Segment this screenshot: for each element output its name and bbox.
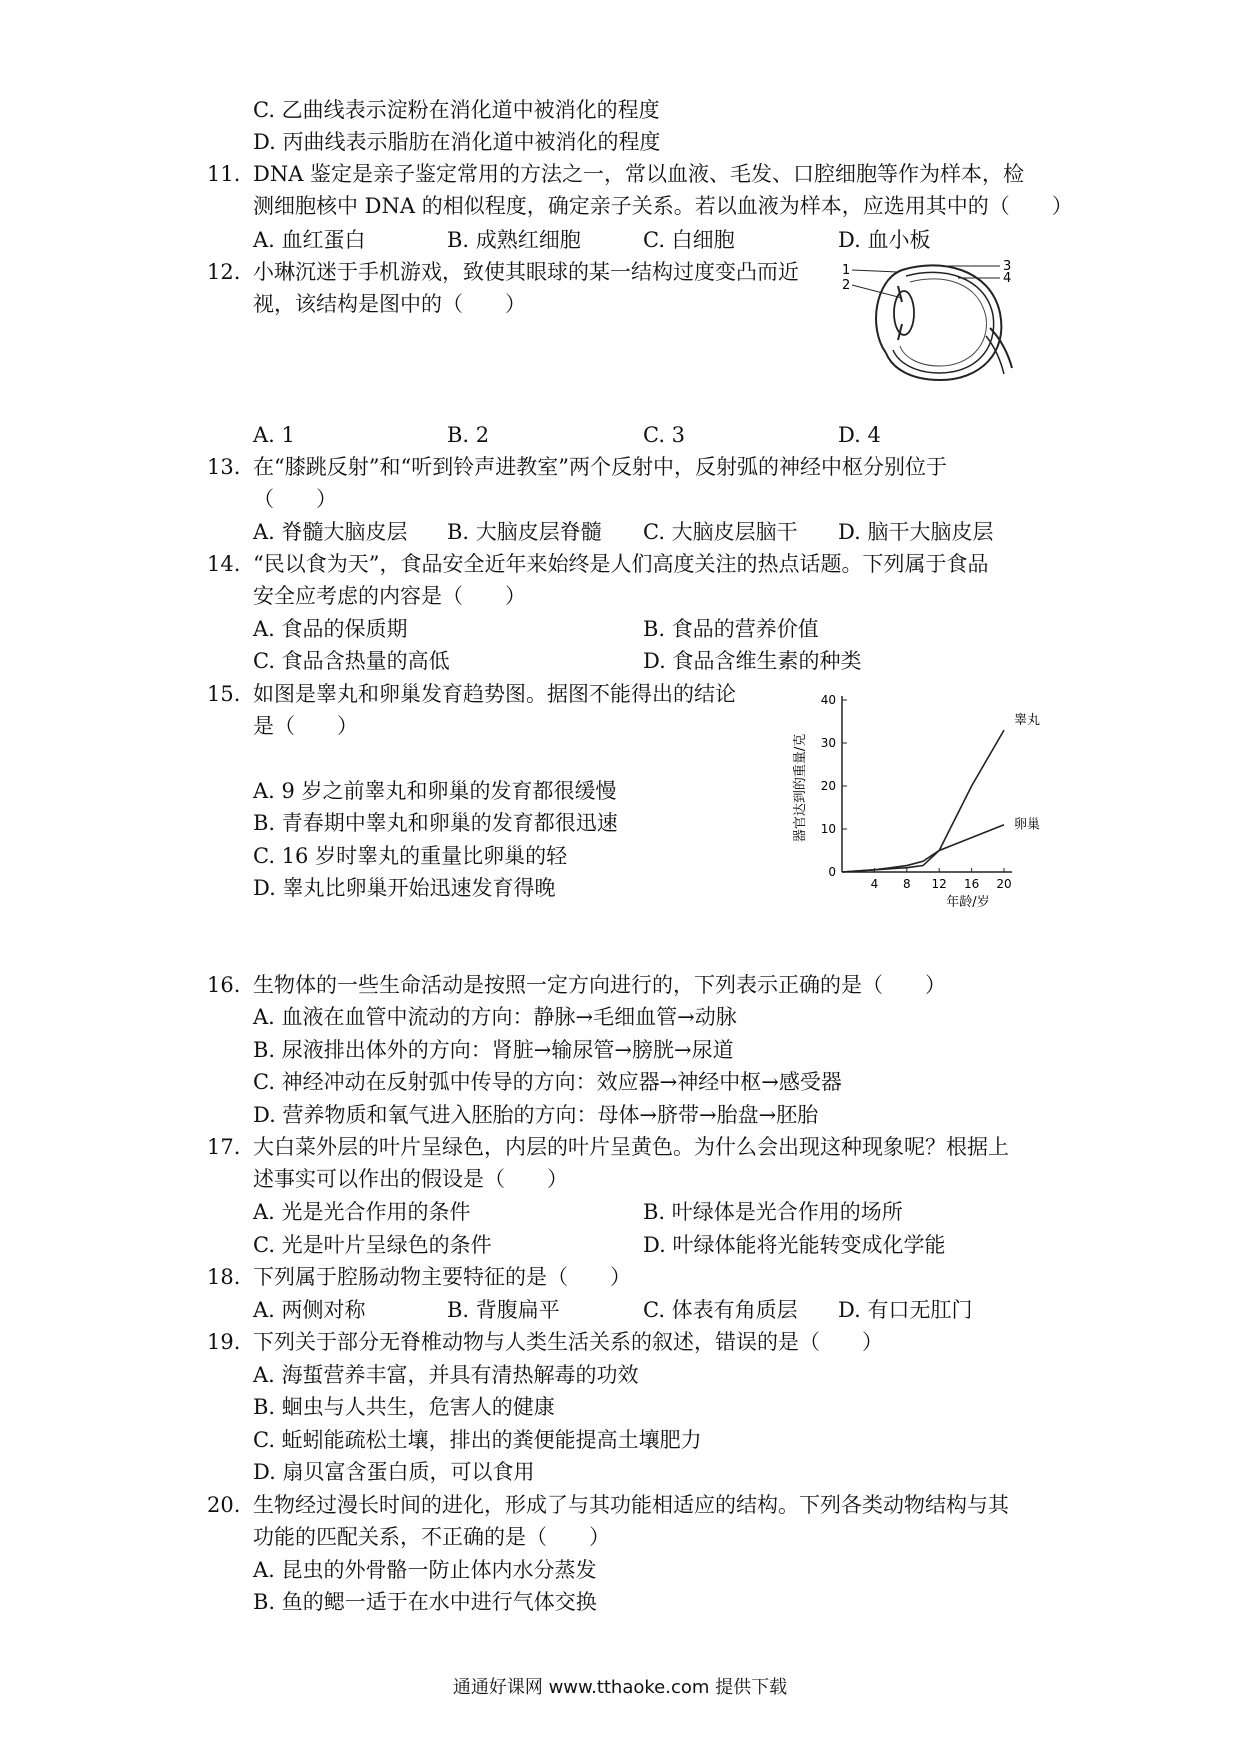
q11-option-d: D. 血小板 <box>838 228 931 252</box>
chart-series <box>842 712 1040 872</box>
q12-option-c: C. 3 <box>643 423 686 447</box>
q20-stem-line1: 生物经过漫长时间的进化，形成了与其功能相适应的结构。下列各类动物结构与其 <box>253 1493 1009 1517</box>
q15-number: 15. <box>207 682 241 706</box>
chart-series-label-1: 睾丸 <box>1014 713 1041 729</box>
q19-stem-line1: 下列关于部分无脊椎动物与人类生活关系的叙述，错误的是（ ） <box>253 1330 883 1354</box>
eye-label-4: 4 <box>1003 271 1012 286</box>
eye-label-3: 3 <box>1003 259 1012 274</box>
chart-y-tick-label: 20 <box>820 779 836 793</box>
chart-y-axis-label: 器官达到的重量/克 <box>793 733 808 843</box>
chart-series-label-2: 卵巢 <box>1014 817 1041 833</box>
q18-option-c: C. 体表有角质层 <box>643 1298 798 1322</box>
q12-stem-line1: 小琳沉迷于手机游戏，致使其眼球的某一结构过度变凸而近 <box>253 260 799 284</box>
q13-stem-line1: 在“膝跳反射”和“听到铃声进教室”两个反射中，反射弧的神经中枢分别位于 <box>253 455 947 479</box>
q18-option-d: D. 有口无肛门 <box>838 1298 973 1322</box>
q17-number: 17. <box>207 1135 241 1159</box>
q18-number: 18. <box>207 1265 241 1289</box>
q20-stem-line2: 功能的匹配关系，不正确的是（ ） <box>253 1525 610 1549</box>
q15-stem-line2: 是（ ） <box>253 714 358 738</box>
q14-option-c: C. 食品含热量的高低 <box>253 649 450 673</box>
chart-x-tick-label: 12 <box>931 877 947 891</box>
chart-x-axis-label: 年龄/岁 <box>946 895 990 910</box>
q15-option-c: C. 16 岁时睾丸的重量比卵巢的轻 <box>253 844 568 868</box>
q14-stem-line2: 安全应考虑的内容是（ ） <box>253 584 526 608</box>
q12-option-b: B. 2 <box>447 423 490 447</box>
q13-option-d: D. 脑干大脑皮层 <box>838 520 994 544</box>
q11-stem-line1: DNA 鉴定是亲子鉴定常用的方法之一，常以血液、毛发、口腔细胞等作为样本，检 <box>253 162 1025 186</box>
q17-option-c: C. 光是叶片呈绿色的条件 <box>253 1233 492 1257</box>
q14-stem-line1: “民以食为天”，食品安全近年来始终是人们高度关注的热点话题。下列属于食品 <box>253 552 989 576</box>
footer-source: 通通好课网 www.tthaoke.com 提供下载 <box>452 1677 788 1698</box>
q13-stem-line2: （ ） <box>253 487 337 511</box>
chart-series-line-1 <box>842 730 1004 872</box>
q17-option-a: A. 光是光合作用的条件 <box>253 1200 471 1224</box>
chart-y-tick-label: 0 <box>828 865 836 879</box>
q13-number: 13. <box>207 455 241 479</box>
gonad-growth-chart <box>790 688 1041 910</box>
q13-option-c: C. 大脑皮层脑干 <box>643 520 798 544</box>
q17-stem-line1: 大白菜外层的叶片呈绿色，内层的叶片呈黄色。为什么会出现这种现象呢？根据上 <box>253 1135 1009 1159</box>
q11-stem-line2: 测细胞核中 DNA 的相似程度，确定亲子关系。若以血液为样本，应选用其中的（ ） <box>253 194 1073 218</box>
q11-option-c: C. 白细胞 <box>643 228 735 252</box>
q18-option-a: A. 两侧对称 <box>253 1298 366 1322</box>
q14-option-a: A. 食品的保质期 <box>253 617 408 641</box>
q19-option-d: D. 扇贝富含蛋白质，可以食用 <box>253 1460 535 1484</box>
q10-option-c: C. 乙曲线表示淀粉在消化道中被消化的程度 <box>253 98 660 122</box>
chart-x-tick-label: 16 <box>963 877 980 891</box>
chart-x-tick-label: 4 <box>870 877 879 891</box>
q11-option-a: A. 血红蛋白 <box>253 228 366 252</box>
q11-number: 11. <box>207 162 241 186</box>
q18-option-b: B. 背腹扁平 <box>447 1298 560 1322</box>
q12-stem-line2: 视，该结构是图中的（ ） <box>253 292 526 316</box>
q15-option-b: B. 青春期中睾丸和卵巢的发育都很迅速 <box>253 811 618 835</box>
lens-shape <box>894 291 914 335</box>
chart-axes <box>821 693 1012 891</box>
q15-option-a: A. 9 岁之前睾丸和卵巢的发育都很缓慢 <box>253 779 617 803</box>
q15-stem-line1: 如图是睾丸和卵巢发育趋势图。据图不能得出的结论 <box>253 682 736 706</box>
q16-option-d: D. 营养物质和氧气进入胚胎的方向：母体→脐带→胎盘→胚胎 <box>253 1103 819 1127</box>
q12-number: 12. <box>207 260 241 284</box>
chart-x-tick-label: 8 <box>902 877 911 891</box>
q16-option-a: A. 血液在血管中流动的方向：静脉→毛细血管→动脉 <box>253 1005 737 1029</box>
eye-diagram <box>840 258 1020 388</box>
q16-option-c: C. 神经冲动在反射弧中传导的方向：效应器→神经中枢→感受器 <box>253 1070 842 1094</box>
q14-option-b: B. 食品的营养价值 <box>643 617 819 641</box>
eye-label-1: 1 <box>842 263 851 278</box>
q13-option-a: A. 脊髓大脑皮层 <box>253 520 408 544</box>
q18-stem-line1: 下列属于腔肠动物主要特征的是（ ） <box>253 1265 631 1289</box>
q10-option-d: D. 丙曲线表示脂肪在消化道中被消化的程度 <box>253 130 661 154</box>
q12-option-a: A. 1 <box>253 423 295 447</box>
eye-label-2: 2 <box>842 278 851 293</box>
q19-option-a: A. 海蜇营养丰富，并具有清热解毒的功效 <box>253 1363 639 1387</box>
q17-stem-line2: 述事实可以作出的假设是（ ） <box>253 1167 568 1191</box>
q20-option-b: B. 鱼的鳃一适于在水中进行气体交换 <box>253 1590 597 1614</box>
q11-option-b: B. 成熟红细胞 <box>447 228 581 252</box>
q12-option-d: D. 4 <box>838 423 881 447</box>
q19-option-c: C. 蚯蚓能疏松土壤，排出的粪便能提高土壤肥力 <box>253 1428 702 1452</box>
q16-stem-line1: 生物体的一些生命活动是按照一定方向进行的，下列表示正确的是（ ） <box>253 973 946 997</box>
q15-option-d: D. 睾丸比卵巢开始迅速发育得晚 <box>253 876 556 900</box>
q13-option-b: B. 大脑皮层脊髓 <box>447 520 602 544</box>
q14-number: 14. <box>207 552 241 576</box>
q19-number: 19. <box>207 1330 241 1354</box>
q14-option-d: D. 食品含维生素的种类 <box>643 649 862 673</box>
chart-x-tick-label: 20 <box>996 877 1012 891</box>
chart-y-tick-label: 10 <box>820 822 836 836</box>
q19-option-b: B. 蛔虫与人共生，危害人的健康 <box>253 1395 555 1419</box>
q16-number: 16. <box>207 973 241 997</box>
q17-option-d: D. 叶绿体能将光能转变成化学能 <box>643 1233 946 1257</box>
chart-y-tick-label: 30 <box>820 736 836 750</box>
q17-option-b: B. 叶绿体是光合作用的场所 <box>643 1200 903 1224</box>
q20-option-a: A. 昆虫的外骨骼一防止体内水分蒸发 <box>253 1558 597 1582</box>
q16-option-b: B. 尿液排出体外的方向：肾脏→输尿管→膀胱→尿道 <box>253 1038 734 1062</box>
q20-number: 20. <box>207 1493 241 1517</box>
chart-y-tick-label: 40 <box>820 693 836 707</box>
